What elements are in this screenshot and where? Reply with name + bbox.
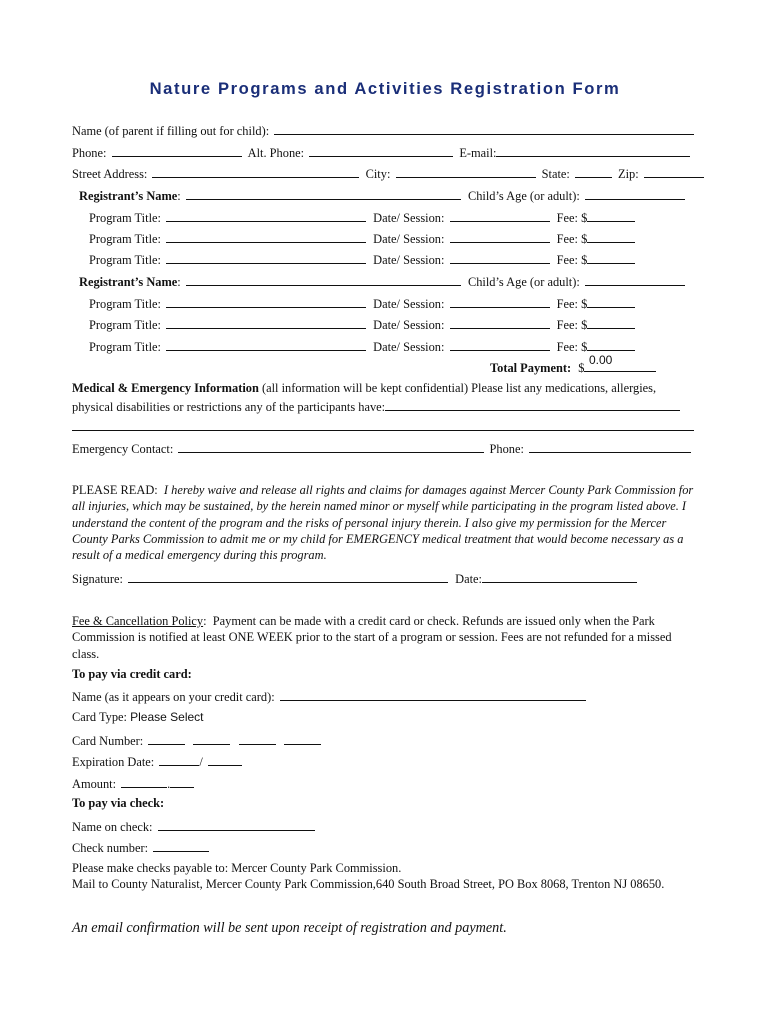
program-title-field[interactable] — [166, 209, 366, 222]
city-field[interactable] — [396, 165, 536, 178]
session-label: Date/ Session: — [373, 232, 445, 246]
session-field[interactable] — [450, 338, 550, 351]
card-type-label: Card Type: — [72, 710, 127, 724]
session-label: Date/ Session: — [373, 253, 445, 267]
alt-phone-label: Alt. Phone: — [247, 146, 305, 160]
program-title-field[interactable] — [166, 251, 366, 264]
session-label: Date/ Session: — [373, 318, 445, 332]
program-title-field[interactable] — [166, 316, 366, 329]
mail-line: Mail to County Naturalist, Mercer County Park Commission,640 South Broad Street, PO Box 8068, Trenton NJ 08650. — [72, 877, 665, 891]
session-label: Date/ Session: — [373, 211, 445, 225]
program-row — [89, 295, 635, 312]
card-number-part-1[interactable] — [148, 732, 185, 745]
zip-label: Zip: — [618, 167, 639, 181]
registrant-1-name-label: Registrant’s Name — [79, 189, 178, 203]
parent-name-field[interactable] — [274, 122, 694, 135]
program-title-label: Program Title: — [89, 297, 161, 311]
session-field[interactable] — [450, 251, 550, 264]
check-name-row — [72, 818, 315, 835]
medical-heading: Medical & Emergency Information — [72, 381, 259, 395]
fee-field[interactable] — [587, 338, 635, 351]
card-number-label: Card Number: — [72, 734, 144, 748]
program-row — [89, 230, 635, 247]
card-number-row — [72, 732, 321, 749]
amount-cents-field[interactable] — [170, 775, 194, 788]
check-heading — [72, 796, 164, 811]
program-row — [89, 338, 635, 355]
fee-label: Fee: $ — [556, 253, 588, 267]
signature-row — [72, 570, 637, 587]
card-name-field[interactable] — [280, 688, 586, 701]
card-number-part-4[interactable] — [284, 732, 321, 745]
fee-label: Fee: $ — [556, 297, 588, 311]
medical-field-1[interactable] — [385, 398, 680, 411]
program-row — [89, 316, 635, 333]
street-field[interactable] — [152, 165, 359, 178]
registrant-2-name-field[interactable] — [186, 273, 461, 286]
expiration-label: Expiration Date: — [72, 755, 155, 769]
signature-label: Signature: — [72, 572, 123, 586]
registrant-1-name-field[interactable] — [186, 187, 461, 200]
fee-label: Fee: $ — [556, 340, 588, 354]
card-type-select[interactable]: Please Select — [130, 710, 204, 724]
expiration-row — [72, 753, 242, 770]
waiver-text: I hereby waive and release all rights and claims for damages against Mercer County Park Commission for all injuries, which may be sustained, by the herein named minor or myself while participating in the program listed above. I understand the content of the program and the risks of personal injury therein. I also give my permission for the Mercer County Parks Commission to admit me or my child for EMERGENCY medical treatment that would become necessary as a result of a medical emergency during this program. — [72, 483, 694, 563]
expiration-month-field[interactable] — [159, 753, 199, 766]
zip-field[interactable] — [644, 165, 704, 178]
session-label: Date/ Session: — [373, 297, 445, 311]
session-label: Date/ Session: — [373, 340, 445, 354]
medical-info-line-2 — [72, 398, 680, 415]
fee-label: Fee: $ — [556, 211, 588, 225]
medical-text-1: (all information will be kept confidential) Please list any medications, allergies, — [261, 381, 657, 395]
total-payment-label: Total Payment: — [490, 361, 572, 375]
fee-label: Fee: $ — [556, 318, 588, 332]
registrant-1-age-field[interactable] — [585, 187, 685, 200]
registrant-1-age-label: Child’s Age (or adult): — [467, 189, 580, 203]
parent-name-label: Name (of parent if filling out for child): — [72, 124, 270, 138]
registrant-2-age-label: Child’s Age (or adult): — [467, 275, 580, 289]
credit-card-heading-text: To pay via credit card: — [72, 667, 192, 681]
medical-info-line-1 — [72, 381, 656, 396]
check-name-label: Name on check: — [72, 820, 153, 834]
fee-field[interactable] — [587, 230, 635, 243]
registrant-2-age-field[interactable] — [585, 273, 685, 286]
emergency-row — [72, 440, 691, 457]
medical-field-2[interactable] — [72, 430, 694, 431]
waiver-lead: PLEASE READ: — [72, 483, 158, 497]
card-name-row — [72, 688, 586, 705]
amount-separator: . — [167, 777, 171, 791]
state-field[interactable] — [575, 165, 612, 178]
check-number-field[interactable] — [153, 839, 209, 852]
program-row — [89, 251, 635, 268]
address-row — [72, 165, 704, 182]
alt-phone-field[interactable] — [309, 144, 453, 157]
program-title-label: Program Title: — [89, 318, 161, 332]
registrant-1-row: Registrant’s Name: Child’s Age (or adult): — [79, 187, 685, 204]
program-title-label: Program Title: — [89, 211, 161, 225]
phone-field[interactable] — [112, 144, 242, 157]
card-number-part-3[interactable] — [239, 732, 276, 745]
card-type-row — [72, 710, 204, 725]
email-label: E-mail: — [459, 146, 497, 160]
program-title-label: Program Title: — [89, 253, 161, 267]
card-number-part-2[interactable] — [193, 732, 230, 745]
fee-field[interactable] — [587, 295, 635, 308]
amount-label: Amount: — [72, 777, 117, 791]
session-field[interactable] — [450, 316, 550, 329]
check-number-row — [72, 839, 209, 856]
fee-field[interactable] — [587, 251, 635, 264]
check-number-label: Check number: — [72, 841, 149, 855]
program-title-field[interactable] — [166, 230, 366, 243]
card-name-label: Name (as it appears on your credit card): — [72, 690, 275, 704]
confirmation-note: An email confirmation will be sent upon receipt of registration and payment. — [72, 920, 507, 936]
phone-label: Phone: — [72, 146, 107, 160]
emergency-phone-field[interactable] — [529, 440, 691, 453]
policy-text: Payment can be made with a credit card or check. Refunds are issued only when the Park Commission is notified at least ONE WEEK prior to the start of a program or session. Fees are not refunded for a missed class. — [72, 614, 672, 661]
program-row — [89, 209, 635, 226]
policy-paragraph: Fee & Cancellation Policy: Payment can be made with a credit card or check. Refunds are issued only when the Park Commission is notified at least ONE WEEK prior to the start of a program or session. Fees are not refunded for a missed class. — [72, 614, 672, 661]
expiration-year-field[interactable] — [208, 753, 242, 766]
signature-field[interactable] — [128, 570, 448, 583]
session-field[interactable] — [450, 230, 550, 243]
form-title: Nature Programs and Activities Registration Form — [149, 79, 621, 98]
policy-heading: Fee & Cancellation Policy — [72, 614, 204, 628]
session-field[interactable] — [450, 295, 550, 308]
waiver-paragraph — [72, 482, 694, 563]
check-name-field[interactable] — [158, 818, 315, 831]
state-label: State: — [541, 167, 570, 181]
expiration-separator: / — [199, 755, 203, 769]
program-title-field[interactable] — [166, 295, 366, 308]
parent-name-row — [72, 122, 694, 139]
registrant-2-row: Registrant’s Name: Child’s Age (or adult): — [79, 273, 685, 290]
fee-field[interactable] — [587, 316, 635, 329]
program-title-field[interactable] — [166, 338, 366, 351]
check-heading-text: To pay via check: — [72, 796, 165, 810]
credit-card-heading — [72, 667, 192, 682]
amount-row — [72, 775, 194, 792]
program-title-label: Program Title: — [89, 232, 161, 246]
payable-line: Please make checks payable to: Mercer County Park Commission. — [72, 861, 402, 875]
total-payment-row — [490, 359, 656, 376]
signature-date-field[interactable] — [482, 570, 637, 583]
email-field[interactable] — [496, 144, 690, 157]
emergency-phone-label: Phone: — [489, 442, 524, 456]
medical-text-2: physical disabilities or restrictions any of the participants have: — [72, 400, 386, 414]
city-label: City: — [365, 167, 391, 181]
currency-symbol: $ — [578, 361, 585, 375]
emergency-contact-label: Emergency Contact: — [72, 442, 174, 456]
emergency-contact-field[interactable] — [178, 440, 484, 453]
phone-row — [72, 144, 690, 161]
fee-label: Fee: $ — [556, 232, 588, 246]
registrant-2-name-label: Registrant’s Name — [79, 275, 178, 289]
amount-dollars-field[interactable] — [121, 775, 167, 788]
signature-date-label: Date: — [455, 572, 482, 586]
fee-field[interactable] — [587, 209, 635, 222]
street-label: Street Address: — [72, 167, 148, 181]
session-field[interactable] — [450, 209, 550, 222]
total-payment-value: 0.00 — [589, 353, 613, 367]
program-title-label: Program Title: — [89, 340, 161, 354]
